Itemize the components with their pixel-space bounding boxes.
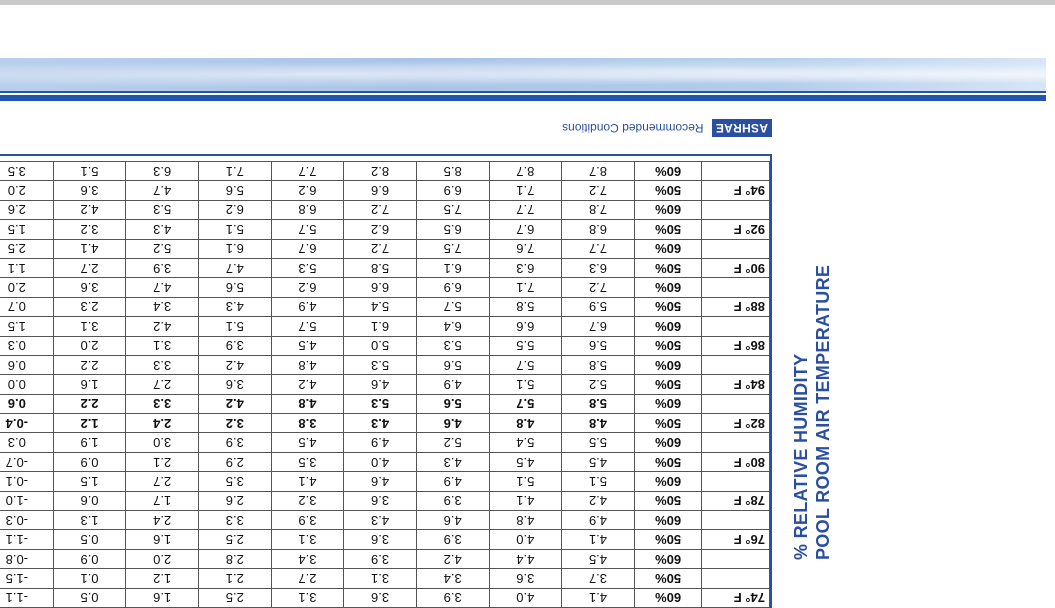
table-row (0, 278, 770, 297)
value-cell: 2.7 (126, 472, 199, 491)
humidity-cell: 60% (634, 588, 702, 607)
value-cell: 5.8 (562, 355, 635, 374)
value-cell: 7.8 (562, 200, 635, 219)
value-cell: 8.7 (489, 162, 562, 181)
value-cell: 0.0 (0, 375, 53, 394)
value-cell: 6.1 (416, 258, 489, 277)
value-cell: 5.5 (489, 336, 562, 355)
table-row (0, 433, 770, 452)
humidity-cell: 50% (634, 491, 702, 510)
value-cell: 3.6 (53, 278, 126, 297)
value-cell: 1.9 (53, 433, 126, 452)
value-cell: 4.1 (489, 491, 562, 510)
value-cell: 7.2 (562, 181, 635, 200)
value-cell: 6.6 (344, 181, 417, 200)
value-cell: 0.6 (53, 491, 126, 510)
value-cell: 2.6 (0, 200, 53, 219)
value-cell: 4.9 (416, 375, 489, 394)
value-cell: 5.6 (198, 278, 271, 297)
value-cell: 1.6 (126, 530, 199, 549)
value-cell: 4.2 (198, 355, 271, 374)
value-cell: 4.7 (126, 278, 199, 297)
temperature-cell (702, 549, 770, 568)
value-cell: 4.5 (271, 336, 344, 355)
table-row (0, 414, 770, 433)
value-cell: 7.6 (489, 239, 562, 258)
value-cell: 4.7 (126, 181, 199, 200)
value-cell: 6.3 (489, 258, 562, 277)
value-cell: -1.5 (0, 569, 53, 588)
value-cell: 3.5 (0, 162, 53, 181)
header-banner (0, 58, 1046, 91)
value-cell: 3.9 (416, 530, 489, 549)
value-cell: 6.8 (271, 200, 344, 219)
value-cell: 6.7 (489, 220, 562, 239)
value-cell: 5.5 (562, 433, 635, 452)
value-cell: 0.7 (0, 297, 53, 316)
value-cell: 2.7 (53, 258, 126, 277)
value-cell: 4.8 (489, 511, 562, 530)
humidity-cell: 60% (634, 239, 702, 258)
value-cell: 4.1 (271, 472, 344, 491)
value-cell: 3.8 (271, 414, 344, 433)
value-cell: 4.8 (271, 394, 344, 413)
value-cell: 5.8 (562, 394, 635, 413)
value-cell: 3.3 (126, 355, 199, 374)
humidity-cell: 60% (634, 549, 702, 568)
temperature-cell: 76° F (702, 530, 770, 549)
temperature-cell (702, 433, 770, 452)
value-cell: 3.1 (53, 317, 126, 336)
humidity-cell: 60% (634, 394, 702, 413)
humidity-cell: 50% (634, 258, 702, 277)
value-cell: 4.6 (416, 511, 489, 530)
table-row (0, 200, 770, 219)
table-row (0, 588, 770, 607)
value-cell: 1.5 (0, 317, 53, 336)
value-cell: 1.3 (53, 511, 126, 530)
value-cell: 3.4 (126, 297, 199, 316)
value-cell: 5.4 (489, 433, 562, 452)
value-cell: 6.6 (489, 317, 562, 336)
value-cell: 4.9 (416, 472, 489, 491)
table-row (0, 220, 770, 239)
value-cell: 2.4 (126, 511, 199, 530)
value-cell: 7.1 (489, 181, 562, 200)
value-cell: 2.2 (53, 394, 126, 413)
value-cell: 5.7 (489, 355, 562, 374)
value-cell: 5.2 (126, 239, 199, 258)
table-row (0, 317, 770, 336)
value-cell: 6.1 (344, 317, 417, 336)
ashrae-badge: ASHRAE (712, 119, 772, 137)
value-cell: 7.2 (562, 278, 635, 297)
value-cell: 3.7 (562, 569, 635, 588)
humidity-cell: 60% (634, 317, 702, 336)
value-cell: 5.1 (489, 472, 562, 491)
value-cell: 0.1 (53, 569, 126, 588)
value-cell: -0.4 (0, 414, 53, 433)
value-cell: 2.1 (126, 452, 199, 471)
value-cell: 3.1 (271, 530, 344, 549)
value-cell: -1.0 (0, 491, 53, 510)
table-row (0, 569, 770, 588)
value-cell: 3.2 (271, 491, 344, 510)
temperature-cell (702, 200, 770, 219)
table-row (0, 491, 770, 510)
value-cell: 3.6 (198, 375, 271, 394)
value-cell: -0.7 (0, 452, 53, 471)
value-cell: 6.4 (416, 317, 489, 336)
value-cell: 5.7 (271, 220, 344, 239)
value-cell: 7.7 (562, 239, 635, 258)
table-row (0, 258, 770, 277)
value-cell: 4.6 (416, 414, 489, 433)
value-cell: 3.6 (489, 569, 562, 588)
humidity-cell: 50% (634, 336, 702, 355)
humidity-cell: 50% (634, 220, 702, 239)
value-cell: 3.9 (126, 258, 199, 277)
value-cell: 6.6 (344, 278, 417, 297)
value-cell: 1.7 (126, 491, 199, 510)
value-cell: 5.1 (562, 472, 635, 491)
title-line-2: % RELATIVE HUMIDITY (791, 353, 811, 560)
value-cell: 4.8 (271, 355, 344, 374)
value-cell: 4.1 (53, 239, 126, 258)
temperature-cell (702, 239, 770, 258)
value-cell: 4.5 (489, 452, 562, 471)
value-cell: 4.3 (198, 297, 271, 316)
value-cell: 4.6 (344, 472, 417, 491)
value-cell: 3.9 (198, 336, 271, 355)
value-cell: 4.8 (489, 414, 562, 433)
value-cell: 4.9 (271, 297, 344, 316)
value-cell: 4.2 (53, 200, 126, 219)
value-cell: 5.3 (126, 200, 199, 219)
value-cell: 0.3 (0, 433, 53, 452)
value-cell: 3.9 (416, 491, 489, 510)
value-cell: 4.5 (271, 433, 344, 452)
value-cell: 7.5 (416, 200, 489, 219)
temperature-cell: 78° F (702, 491, 770, 510)
value-cell: 4.5 (562, 452, 635, 471)
value-cell: 7.5 (416, 239, 489, 258)
value-cell: 3.6 (53, 181, 126, 200)
value-cell: 3.1 (344, 569, 417, 588)
temperature-cell (702, 355, 770, 374)
value-cell: 2.3 (53, 297, 126, 316)
value-cell: 1.5 (53, 472, 126, 491)
value-cell: 2.0 (0, 278, 53, 297)
humidity-cell: 50% (634, 181, 702, 200)
humidity-cell: 60% (634, 472, 702, 491)
value-cell: 1.6 (126, 588, 199, 607)
value-cell: 1.2 (53, 414, 126, 433)
table-row (0, 549, 770, 568)
value-cell: 5.0 (344, 336, 417, 355)
value-cell: 6.8 (562, 220, 635, 239)
value-cell: 0.9 (53, 549, 126, 568)
value-cell: 6.9 (416, 278, 489, 297)
chart-title (793, 230, 833, 560)
value-cell: 2.2 (53, 355, 126, 374)
value-cell: 4.0 (344, 452, 417, 471)
value-cell: 5.8 (489, 297, 562, 316)
value-cell: 0.3 (0, 336, 53, 355)
value-cell: 5.2 (562, 375, 635, 394)
table-row (0, 472, 770, 491)
header-stripe-highlight (0, 93, 1046, 95)
value-cell: 6.2 (198, 200, 271, 219)
value-cell: 7.1 (489, 278, 562, 297)
temperature-cell: 84° F (702, 375, 770, 394)
value-cell: -1.1 (0, 588, 53, 607)
value-cell: 5.3 (344, 394, 417, 413)
value-cell: 4.6 (344, 375, 417, 394)
value-cell: 3.9 (198, 433, 271, 452)
temperature-cell (702, 569, 770, 588)
value-cell: 2.6 (198, 491, 271, 510)
value-cell: 5.3 (416, 336, 489, 355)
temperature-cell: 80° F (702, 452, 770, 471)
value-cell: 5.7 (416, 297, 489, 316)
temperature-cell: 88° F (702, 297, 770, 316)
value-cell: -0.3 (0, 511, 53, 530)
humidity-cell: 60% (634, 200, 702, 219)
table-row (0, 297, 770, 316)
temperature-cell (702, 278, 770, 297)
value-cell: 4.2 (126, 317, 199, 336)
value-cell: 6.2 (271, 181, 344, 200)
value-cell: 6.5 (416, 220, 489, 239)
temperature-cell (702, 394, 770, 413)
temperature-cell: 90° F (702, 258, 770, 277)
value-cell: 6.1 (198, 239, 271, 258)
value-cell: 3.2 (198, 414, 271, 433)
humidity-cell: 60% (634, 433, 702, 452)
humidity-cell: 50% (634, 452, 702, 471)
value-cell: 4.8 (562, 414, 635, 433)
table-row (0, 394, 770, 413)
value-cell: 5.6 (562, 336, 635, 355)
humidity-cell: 50% (634, 375, 702, 394)
value-cell: 2.0 (126, 549, 199, 568)
value-cell: 8.2 (344, 162, 417, 181)
value-cell: 2.0 (53, 336, 126, 355)
value-cell: 8.7 (562, 162, 635, 181)
value-cell: 4.2 (562, 491, 635, 510)
temperature-cell: 82° F (702, 414, 770, 433)
value-cell: 5.3 (344, 355, 417, 374)
value-cell: 4.2 (416, 549, 489, 568)
value-cell: 3.1 (271, 588, 344, 607)
value-cell: 5.4 (344, 297, 417, 316)
humidity-cell: 60% (634, 162, 702, 181)
table-row (0, 162, 770, 181)
value-cell: 1.2 (126, 569, 199, 588)
value-cell: 5.1 (489, 375, 562, 394)
value-cell: 5.1 (198, 220, 271, 239)
value-cell: 3.0 (126, 433, 199, 452)
temperature-cell (702, 472, 770, 491)
table-row (0, 375, 770, 394)
value-cell: 6.3 (562, 258, 635, 277)
value-cell: 4.2 (271, 375, 344, 394)
value-cell: 5.8 (344, 258, 417, 277)
value-cell: 4.7 (198, 258, 271, 277)
value-cell: 2.5 (198, 530, 271, 549)
value-cell: 7.2 (344, 200, 417, 219)
value-cell: -1.1 (0, 530, 53, 549)
table-row (0, 530, 770, 549)
value-cell: 3.5 (198, 472, 271, 491)
title-line-1: POOL ROOM AIR TEMPERATURE (813, 264, 833, 560)
table-row (0, 452, 770, 471)
temperature-cell (702, 317, 770, 336)
table-row (0, 181, 770, 200)
value-cell: 3.6 (344, 588, 417, 607)
temperature-cell (702, 511, 770, 530)
value-cell: 3.6 (344, 491, 417, 510)
temperature-cell: 74° F (702, 588, 770, 607)
value-cell: 3.6 (344, 530, 417, 549)
humidity-cell: 60% (634, 511, 702, 530)
value-cell: 3.2 (53, 220, 126, 239)
value-cell: 8.5 (416, 162, 489, 181)
value-cell: 6.2 (271, 278, 344, 297)
value-cell: 4.5 (562, 549, 635, 568)
value-cell: 6.3 (126, 162, 199, 181)
value-cell: 2.4 (126, 414, 199, 433)
value-cell: 3.3 (198, 511, 271, 530)
value-cell: 4.4 (489, 549, 562, 568)
value-cell: 4.1 (562, 530, 635, 549)
value-cell: 1.6 (53, 375, 126, 394)
value-cell: 1.5 (0, 220, 53, 239)
value-cell: 0.5 (53, 530, 126, 549)
value-cell: 5.9 (562, 297, 635, 316)
humidity-cell: 60% (634, 355, 702, 374)
value-cell: 7.7 (271, 162, 344, 181)
value-cell: 7.2 (344, 239, 417, 258)
value-cell: 4.9 (344, 433, 417, 452)
table-row (0, 355, 770, 374)
table-row (0, 336, 770, 355)
value-cell: 4.3 (344, 511, 417, 530)
value-cell: 2.1 (198, 569, 271, 588)
value-cell: 7.7 (489, 200, 562, 219)
temperature-cell: 86° F (702, 336, 770, 355)
value-cell: 7.1 (198, 162, 271, 181)
value-cell: 0.9 (53, 452, 126, 471)
value-cell: 0.6 (0, 355, 53, 374)
value-cell: 2.7 (271, 569, 344, 588)
value-cell: 6.7 (562, 317, 635, 336)
table-row (0, 239, 770, 258)
value-cell: 5.6 (416, 394, 489, 413)
value-cell: 4.0 (489, 530, 562, 549)
value-cell: 3.4 (271, 549, 344, 568)
value-cell: 3.9 (416, 588, 489, 607)
temperature-cell: 92° F (702, 220, 770, 239)
value-cell: 1.1 (0, 258, 53, 277)
value-cell: 6.7 (271, 239, 344, 258)
value-cell: 5.7 (489, 394, 562, 413)
value-cell: 2.7 (126, 375, 199, 394)
conditions-table (0, 154, 772, 608)
value-cell: 2.0 (0, 181, 53, 200)
value-cell: 4.1 (562, 588, 635, 607)
value-cell: 5.2 (416, 433, 489, 452)
value-cell: 2.5 (198, 588, 271, 607)
value-cell: 3.9 (271, 511, 344, 530)
value-cell: 2.8 (198, 549, 271, 568)
value-cell: 2.9 (198, 452, 271, 471)
source-text: Recommended Conditions (562, 121, 704, 135)
value-cell: 6.2 (344, 220, 417, 239)
humidity-cell: 60% (634, 278, 702, 297)
value-cell: 4.9 (562, 511, 635, 530)
data-grid (0, 161, 770, 608)
value-cell: 5.7 (271, 317, 344, 336)
value-cell: 4.0 (489, 588, 562, 607)
humidity-cell: 50% (634, 297, 702, 316)
value-cell: 6.9 (416, 181, 489, 200)
value-cell: 5.6 (416, 355, 489, 374)
value-cell: 0.6 (0, 394, 53, 413)
value-cell: 3.3 (126, 394, 199, 413)
value-cell: 4.3 (126, 220, 199, 239)
temperature-cell: 94° F (702, 181, 770, 200)
table-row (0, 511, 770, 530)
value-cell: 5.3 (271, 258, 344, 277)
value-cell: 5.1 (198, 317, 271, 336)
value-cell: 3.4 (416, 569, 489, 588)
value-cell: 3.5 (271, 452, 344, 471)
value-cell: 4.3 (416, 452, 489, 471)
value-cell: 4.3 (344, 414, 417, 433)
humidity-cell: 50% (634, 414, 702, 433)
value-cell: 4.2 (198, 394, 271, 413)
humidity-cell: 50% (634, 569, 702, 588)
temperature-cell (702, 162, 770, 181)
value-cell: -0.1 (0, 472, 53, 491)
value-cell: 3.9 (344, 549, 417, 568)
value-cell: 2.5 (0, 239, 53, 258)
humidity-cell: 50% (634, 530, 702, 549)
source-caption (472, 118, 772, 138)
value-cell: 5.1 (53, 162, 126, 181)
value-cell: 3.1 (126, 336, 199, 355)
value-cell: 0.5 (53, 588, 126, 607)
value-cell: 5.6 (198, 181, 271, 200)
value-cell: -0.8 (0, 549, 53, 568)
